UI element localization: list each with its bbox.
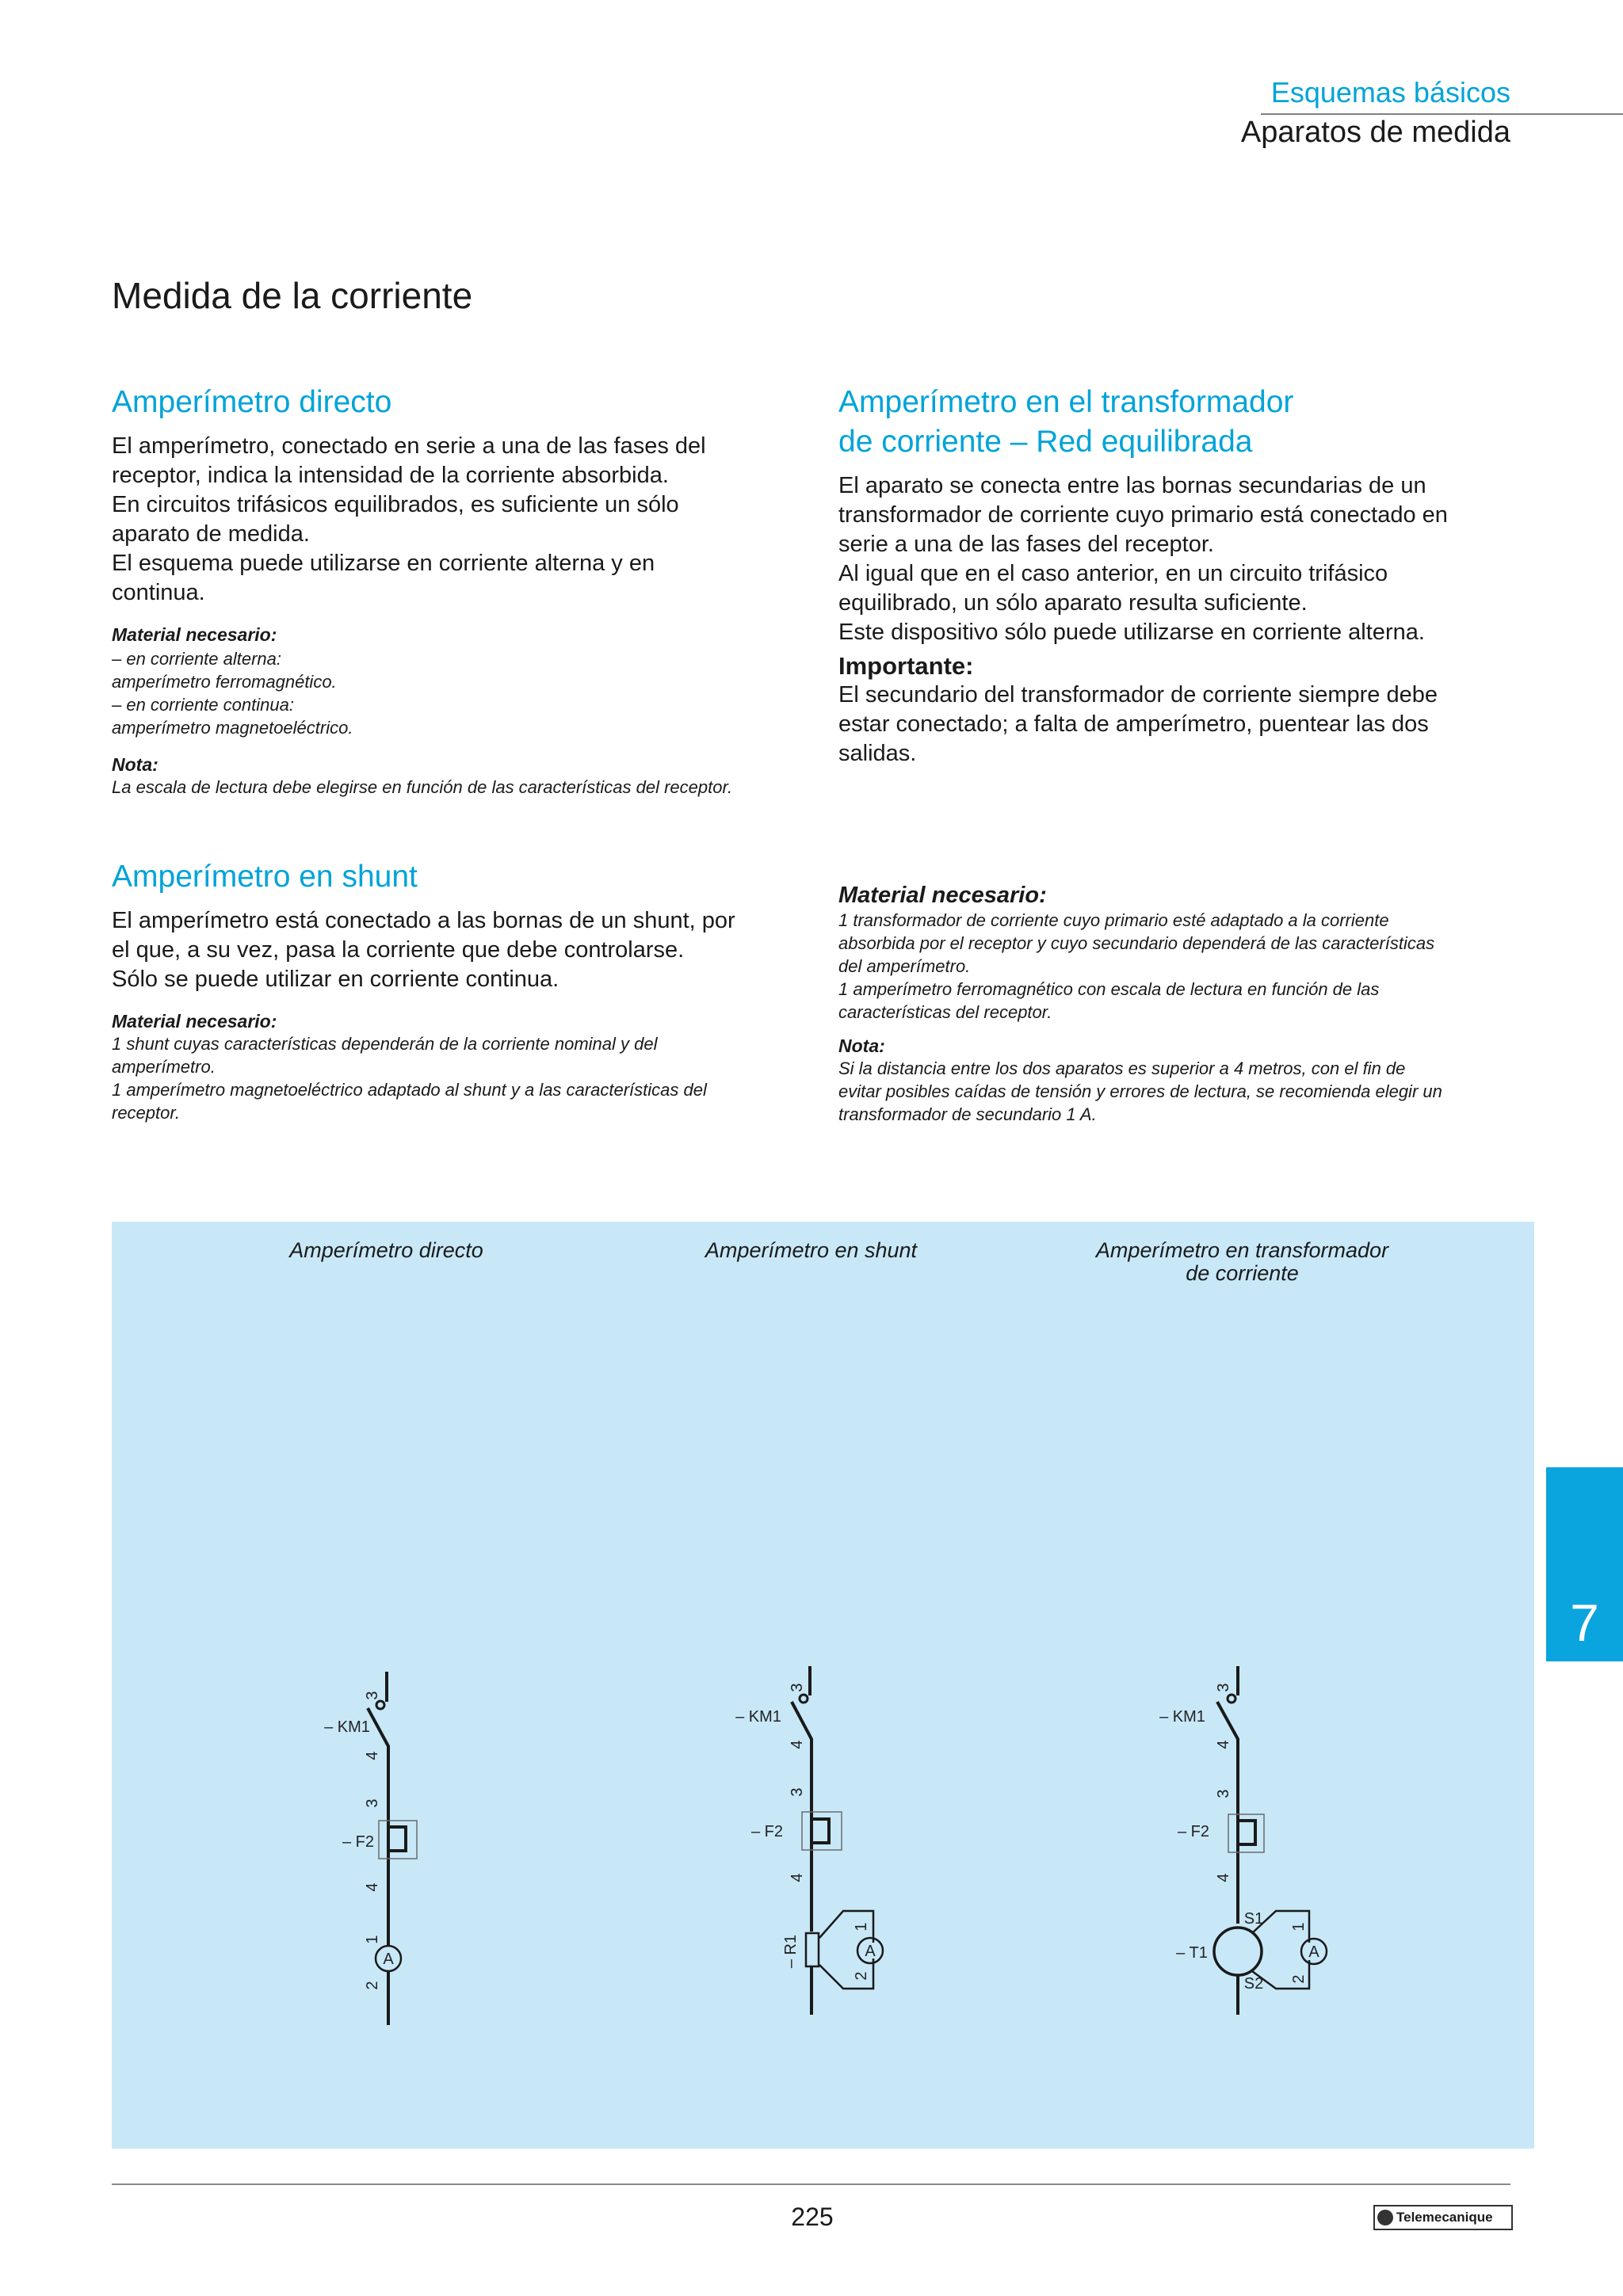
text-line: Sólo se puede utilizar en corriente continua. [112,967,559,992]
chapter-number: 7 [1570,1593,1599,1652]
terminal-number: 1 [853,1922,870,1932]
brand-name: Telemecanique [1396,2210,1493,2225]
terminal-number: 2 [1290,1974,1308,1984]
contact-terminal [1228,1695,1235,1703]
transformador-material-label: Material necesario: [838,883,1047,908]
material-line: 1 transformador de corriente cuyo primario esté adaptado a la corriente [838,910,1389,930]
text-line: aparato de medida. [112,521,310,547]
directo-nota: La escala de lectura debe elegirse en función de las características del receptor. [112,777,733,797]
directo-material-label: Material necesario: [112,624,277,645]
current-transformer [1214,1928,1262,1975]
label-f2: – F2 [1177,1823,1210,1840]
directo-nota-label: Nota: [112,754,158,775]
ammeter-label: A [1308,1943,1319,1961]
text-line: En circuitos trifásicos equilibrados, es suficiente un sólo [112,492,679,517]
diagram-shunt [792,1666,883,2015]
text-line: El secundario del transformador de corriente siempre debe [838,682,1438,707]
text-line: El amperímetro, conectado en serie a una de las fases del [112,433,706,459]
terminal-number: 3 [364,1798,381,1808]
text-line: Al igual que en el caso anterior, en un circuito trifásico [838,561,1388,586]
text-line: continua. [112,580,205,605]
terminal-number: 4 [789,1740,806,1749]
text-line: estar conectado; a falta de amperímetro, puentear las dos [838,711,1429,737]
terminal-number: 4 [1215,1740,1232,1749]
diagram-directo [368,1672,417,2025]
diagram-trafo [1214,1666,1327,2015]
contact-terminal [376,1701,384,1709]
text-line: equilibrado, un sólo aparato resulta suficiente. [838,590,1308,616]
page-title: Medida de la corriente [112,275,473,316]
importante-label: Importante: [838,652,974,680]
material-line: – en corriente alterna: [112,649,282,669]
material-line: receptor. [112,1103,181,1123]
label-km1: – KM1 [735,1708,781,1726]
thermal-relay-element [1238,1821,1255,1844]
material-line: 1 shunt cuyas características dependerán de la corriente nominal y del [112,1034,658,1054]
material-line: del amperímetro. [838,956,971,976]
nota-line: Si la distancia entre los dos aparatos es superior a 4 metros, con el fin de [838,1058,1406,1078]
material-line: amperímetro magnetoeléctrico. [112,718,353,738]
directo-heading: Amperímetro directo [112,385,392,419]
label-s2: S2 [1243,1975,1264,1993]
material-line: – en corriente continua: [112,695,294,715]
terminal-number: 4 [789,1873,806,1882]
text-line: El aparato se conecta entre las bornas secundarias de un [838,473,1426,498]
caption-shunt: Amperímetro en shunt [705,1238,918,1262]
material-line: características del receptor. [838,1002,1052,1022]
terminal-number: 4 [1215,1873,1232,1882]
text-line: receptor, indica la intensidad de la corriente absorbida. [112,463,669,488]
terminal-number: 3 [789,1683,806,1692]
text-line: el que, a su vez, pasa la corriente que debe controlarse. [112,937,685,963]
terminal-number: 2 [853,1971,870,1981]
label-km1: – KM1 [1159,1708,1205,1726]
material-line: absorbida por el receptor y cuyo secundario dependerá de las características [838,933,1435,953]
text-line: salidas. [838,741,917,766]
material-line: amperímetro ferromagnético. [112,672,337,692]
material-line: 1 amperímetro magnetoeléctrico adaptado al shunt y a las características del [112,1080,707,1100]
text-line: El esquema puede utilizarse en corriente alterna y en [112,551,655,576]
label-r1: – R1 [782,1934,800,1969]
thermal-relay-element [812,1819,829,1843]
text-line: El amperímetro está conectado a las bornas de un shunt, por [112,908,735,933]
brand-logo-icon [1377,2210,1393,2225]
terminal-number: 4 [364,1751,381,1760]
brand-logo [1373,2205,1513,2230]
shunt-heading: Amperímetro en shunt [112,860,418,894]
nota-line: transformador de secundario 1 A. [838,1104,1097,1124]
thermal-relay-element [388,1827,406,1851]
shunt-resistor [806,1933,819,1966]
terminal-number: 2 [364,1981,381,1990]
material-line: 1 amperímetro ferromagnético con escala de lectura en función de las [838,979,1380,999]
page-number: 225 [791,2203,834,2231]
label-km1: – KM1 [324,1718,370,1736]
wire [1217,1702,1238,1924]
label-t1: – T1 [1176,1944,1208,1962]
terminal-number: 3 [1215,1683,1232,1692]
text-line: Este dispositivo sólo puede utilizarse en corriente alterna. [838,620,1425,645]
terminal-number: 1 [364,1935,381,1944]
caption-directo: Amperímetro directo [289,1238,483,1262]
ammeter-label: A [865,1943,876,1960]
material-line: amperímetro. [112,1057,216,1077]
label-s1: S1 [1243,1910,1264,1928]
transformador-nota-label: Nota: [838,1035,885,1056]
header-section: Esquemas básicos [1270,76,1510,109]
heading-line: Amperímetro en el transformador [838,385,1294,419]
ammeter-label: A [383,1951,394,1968]
header-subsection: Aparatos de medida [1240,116,1510,149]
nota-line: evitar posibles caídas de tensión y errores de lectura, se recomienda elegir un [838,1081,1442,1101]
terminal-number: 4 [364,1882,381,1892]
terminal-number: 3 [789,1787,806,1797]
contact-terminal [800,1695,808,1703]
caption-line: de corriente [1186,1261,1299,1285]
terminal-number: 3 [1215,1789,1232,1798]
label-f2: – F2 [750,1823,784,1840]
text-line: transformador de corriente cuyo primario está conectado en [838,502,1448,528]
heading-line: de corriente – Red equilibrada [838,425,1253,459]
text-line: serie a una de las fases del receptor. [838,532,1214,557]
label-f2: – F2 [342,1833,375,1851]
caption-line: Amperímetro en transformador [1095,1238,1389,1262]
terminal-number: 1 [1290,1922,1308,1932]
terminal-number: 3 [364,1691,381,1700]
shunt-material-label: Material necesario: [112,1011,277,1032]
footer-rule [112,2183,1510,2185]
